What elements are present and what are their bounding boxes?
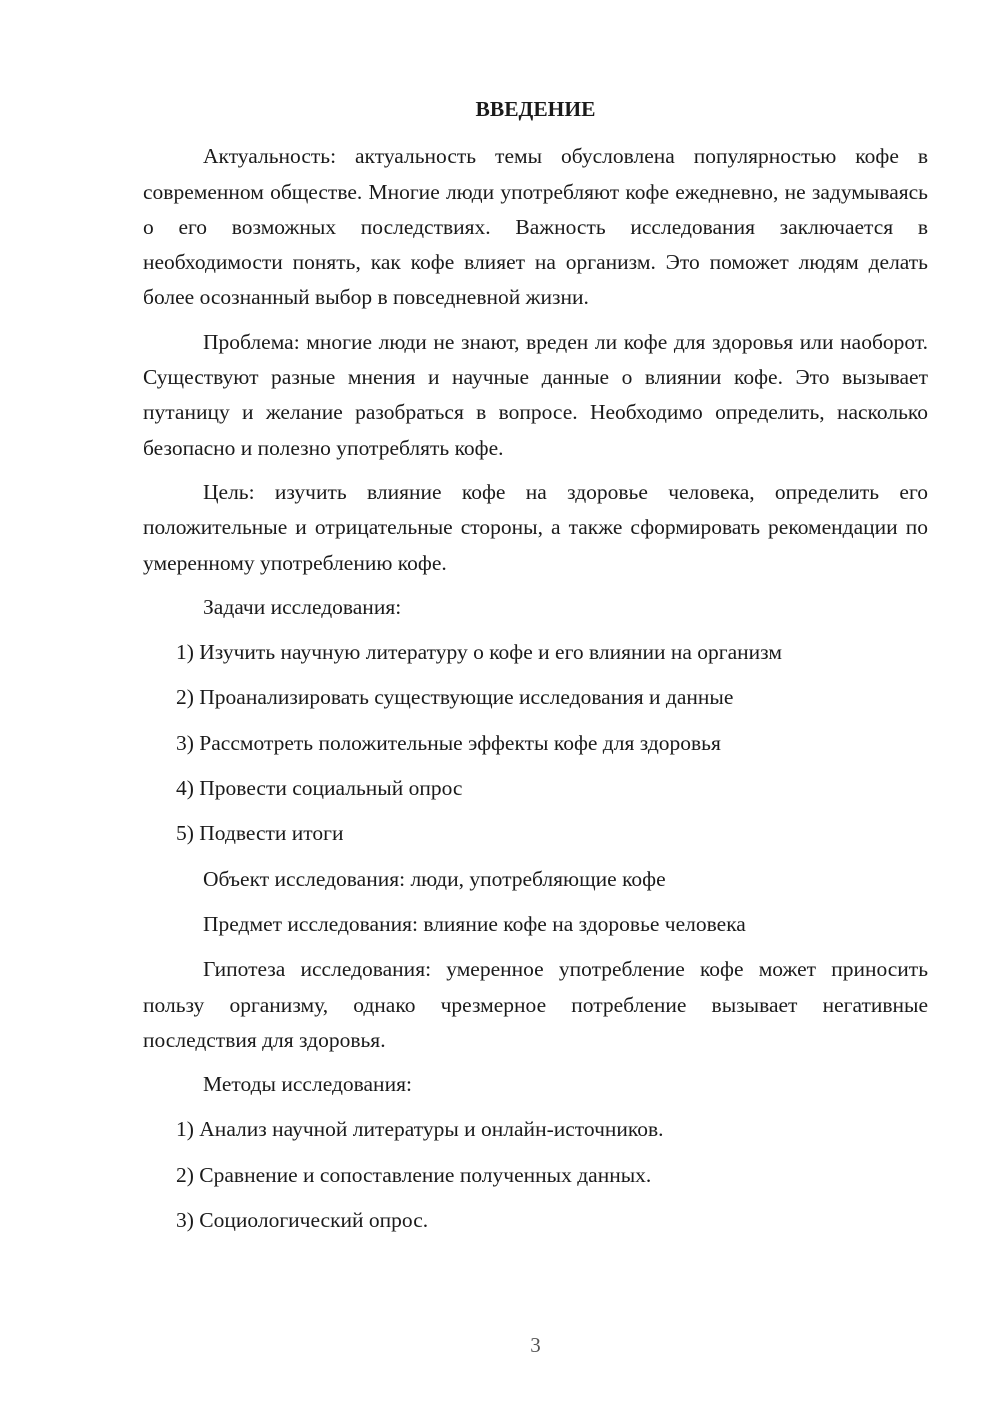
- relevance-paragraph: Актуальность: актуальность темы обусловлена популярностью кофе в современном обществе. Многие люди употребляют кофе ежедневно, не задумываясь о его возможных последствиях. Важность исследования заключается в необходимости понять, как кофе влияет на организм. Это поможет людям делать более осознанный выбор в повседневной жизни.: [143, 144, 928, 310]
- hypothesis-paragraph: Гипотеза исследования: умеренное употребление кофе может приносить пользу организму, однако чрезмерное потребление вызывает негативные последствия для здоровья.: [143, 957, 928, 1052]
- methods-title: Методы исследования:: [203, 1072, 412, 1097]
- task-item-5: 5) Подвести итоги: [176, 821, 344, 846]
- subject-line: Предмет исследования: влияние кофе на здоровье человека: [203, 911, 746, 936]
- method-item-3: 3) Социологический опрос.: [176, 1208, 429, 1233]
- document-page: [143, 92, 928, 1248]
- method-item-2: 2) Сравнение и сопоставление полученных данных.: [176, 1162, 652, 1187]
- task-item-1: 1) Изучить научную литературу о кофе и его влиянии на организм: [176, 640, 782, 665]
- task-item-3: 3) Рассмотреть положительные эффекты кофе для здоровья: [176, 730, 721, 755]
- goal-paragraph: Цель: изучить влияние кофе на здоровье человека, определить его положительные и отрицательные стороны, а также сформировать рекомендации по умеренному употреблению кофе.: [143, 479, 928, 575]
- page-number: 3: [530, 1333, 541, 1357]
- method-item-1: 1) Анализ научной литературы и онлайн-источников.: [176, 1117, 664, 1142]
- section-heading: ВВЕДЕНИЕ: [475, 97, 596, 121]
- task-item-4: 4) Провести социальный опрос: [176, 776, 463, 801]
- object-line: Объект исследования: люди, употребляющие кофе: [203, 866, 666, 891]
- problem-paragraph: Проблема: многие люди не знают, вреден ли кофе для здоровья или наоборот. Существуют разные мнения и научные данные о влиянии кофе. Это вызывает путаницу и желание разобраться в вопросе. Необходимо определить, насколько безопасно и полезно употреблять кофе.: [143, 329, 928, 460]
- tasks-title: Задачи исследования:: [203, 594, 402, 619]
- task-item-2: 2) Проанализировать существующие исследования и данные: [176, 685, 734, 710]
